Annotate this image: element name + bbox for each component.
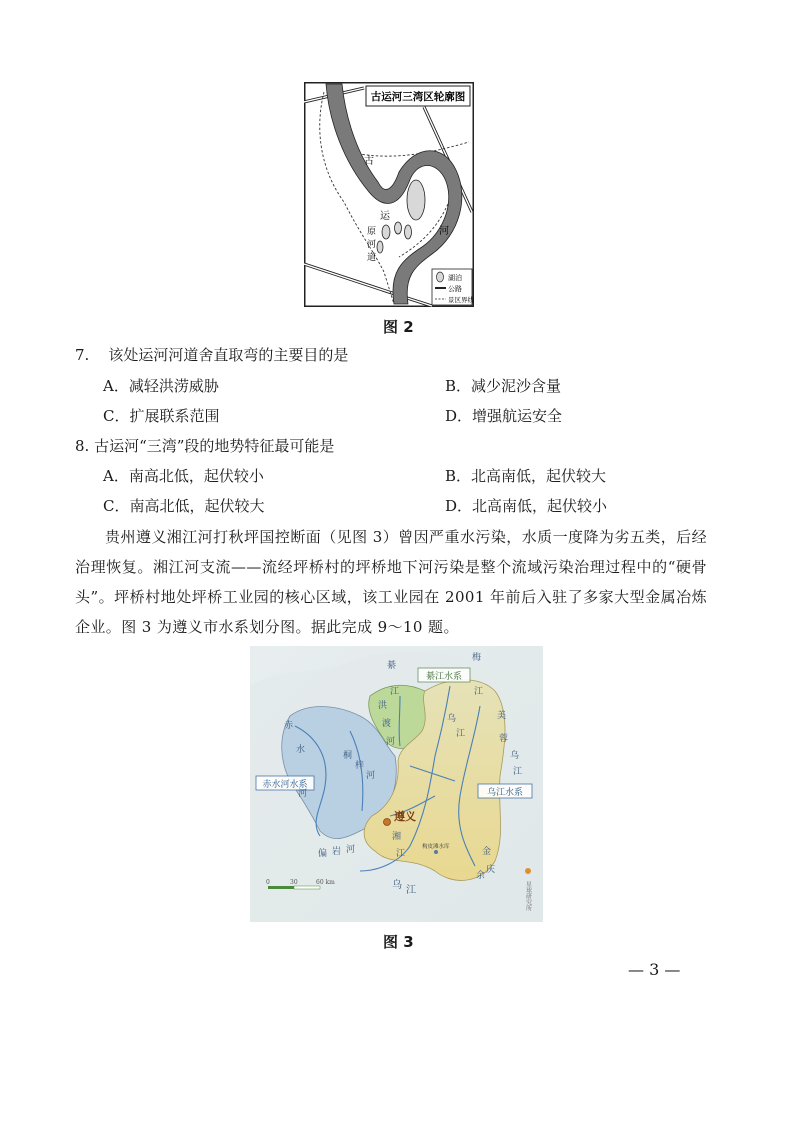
option-text: 减轻洪涝威胁 bbox=[128, 377, 219, 395]
label-xiang: 湘 bbox=[392, 832, 402, 842]
figure-2-title: 古运河三湾区轮廓图 bbox=[370, 91, 466, 103]
option-text: 增强航运安全 bbox=[472, 407, 563, 425]
option-7a[interactable] bbox=[103, 376, 219, 396]
lake bbox=[377, 241, 383, 253]
option-7d[interactable] bbox=[445, 406, 562, 426]
label-yan2: 岩 bbox=[332, 847, 342, 857]
label-shui: 水 bbox=[296, 745, 306, 755]
label-qing: 庆 bbox=[486, 865, 496, 875]
option-key: D． bbox=[445, 407, 473, 425]
label-wujiang-system: 乌江水系 bbox=[486, 788, 524, 798]
label-yan: 偏 bbox=[318, 849, 328, 859]
label-dao: 道 bbox=[367, 253, 377, 263]
option-7c[interactable] bbox=[103, 406, 220, 426]
label-yun: 运 bbox=[380, 211, 390, 222]
option-key: B． bbox=[445, 467, 472, 485]
question-text: 该处运河河道舍直取弯的主要目的是 bbox=[108, 346, 349, 364]
label-zi: 梓 bbox=[355, 761, 365, 771]
option-text: 南高北低，起伏较大 bbox=[129, 497, 265, 515]
question-7 bbox=[75, 345, 348, 365]
label-qi: 綦 bbox=[387, 661, 397, 671]
label-yuan: 原 bbox=[367, 227, 377, 237]
label-he1: 河 bbox=[366, 771, 376, 781]
scale-0: 0 bbox=[266, 879, 270, 886]
option-text: 北高南低，起伏较大 bbox=[471, 467, 607, 485]
legend-road: 公路 bbox=[448, 285, 462, 293]
label-rong: 蓉 bbox=[499, 734, 509, 744]
option-7b[interactable] bbox=[445, 376, 561, 396]
watermark-text: 星球研究所 bbox=[524, 881, 532, 911]
label-he: 河 bbox=[439, 226, 449, 237]
label-gu: 古 bbox=[364, 156, 374, 167]
svg-text:江: 江 bbox=[406, 885, 416, 896]
question-8 bbox=[75, 436, 334, 456]
label-du: 渡 bbox=[382, 719, 392, 729]
label-wu2: 乌 bbox=[510, 751, 520, 761]
question-number: 8. bbox=[75, 437, 90, 455]
option-text: 扩展联系范围 bbox=[129, 407, 220, 425]
lake bbox=[382, 225, 390, 239]
label-zunyi: 遵义 bbox=[394, 810, 416, 823]
label-jin: 金 bbox=[482, 847, 492, 857]
label-tong: 桐 bbox=[343, 751, 353, 761]
label-he4: 河 bbox=[386, 737, 396, 747]
lake bbox=[395, 222, 402, 234]
label-yu: 余 bbox=[476, 871, 486, 881]
question-text: 古运河“三湾”段的地势特征最可能是 bbox=[94, 437, 335, 455]
option-key: C． bbox=[103, 407, 130, 425]
option-8d[interactable] bbox=[445, 496, 607, 516]
zunyi-city-marker bbox=[384, 819, 391, 826]
label-jiang5: 江 bbox=[396, 849, 406, 859]
label-jiang4: 江 bbox=[513, 767, 523, 777]
label-he3: 河 bbox=[298, 789, 308, 799]
figure-2-map bbox=[304, 82, 474, 307]
label-zhang: 洪 bbox=[378, 701, 388, 711]
label-mei2: 美 bbox=[497, 711, 507, 721]
context-paragraph bbox=[75, 522, 707, 642]
figure-3-map bbox=[250, 646, 543, 922]
option-key: C． bbox=[103, 497, 130, 515]
label-jiang1: 江 bbox=[390, 687, 400, 697]
legend-lake: 湖泊 bbox=[448, 274, 462, 282]
label-qijiang-system: 綦江水系 bbox=[425, 672, 463, 682]
scale-30: 30 bbox=[290, 879, 298, 886]
label-jiang3: 江 bbox=[456, 729, 466, 739]
option-key: B． bbox=[445, 377, 472, 395]
paragraph-text: 贵州遵义湘江河打秋坪国控断面（见图 3）曾因严重水污染，水质一度降为劣五类，后经治理恢复。湘江河支流——流经坪桥村的坪桥地下河污染是整个流域污染治理过程中的“硬骨头”。坪桥村地处坪桥工业园的核心区域，该工业园在 2001 年前后入驻了多家大型金属冶炼企业。图 3 为遵义市水系划分图。据此完成 9～10 题。 bbox=[75, 528, 707, 636]
option-key: D． bbox=[445, 497, 473, 515]
option-key: A． bbox=[103, 377, 129, 395]
legend-boundary: 景区界线 bbox=[448, 296, 474, 304]
option-text: 南高北低，起伏较小 bbox=[128, 467, 264, 485]
option-8b[interactable] bbox=[445, 466, 606, 486]
option-text: 北高南低，起伏较小 bbox=[472, 497, 608, 515]
label-wu: 乌 bbox=[447, 714, 457, 724]
scale-60: 60 km bbox=[316, 879, 335, 886]
lake bbox=[405, 225, 412, 239]
figure-2-caption: 图 2 bbox=[383, 318, 414, 336]
label-he5: 河 bbox=[346, 845, 356, 855]
watermark-logo bbox=[525, 868, 531, 874]
option-8c[interactable] bbox=[103, 496, 265, 516]
label-station: 构皮滩水库 bbox=[422, 844, 450, 850]
label-chi: 赤 bbox=[284, 721, 294, 731]
option-8a[interactable] bbox=[103, 466, 264, 486]
station-marker bbox=[434, 850, 438, 854]
question-number: 7. bbox=[75, 346, 90, 364]
lake bbox=[407, 180, 425, 220]
label-he2: 河 bbox=[367, 240, 377, 250]
page-number: — 3 — bbox=[628, 960, 681, 979]
label-chishui-system: 赤水河水系 bbox=[262, 780, 308, 790]
label-mei: 梅 bbox=[472, 653, 482, 663]
label-jiang2: 江 bbox=[474, 687, 484, 697]
option-key: A． bbox=[103, 467, 129, 485]
figure-3-caption: 图 3 bbox=[383, 933, 414, 951]
svg-text:乌: 乌 bbox=[392, 880, 402, 891]
option-text: 减少泥沙含量 bbox=[471, 377, 562, 395]
